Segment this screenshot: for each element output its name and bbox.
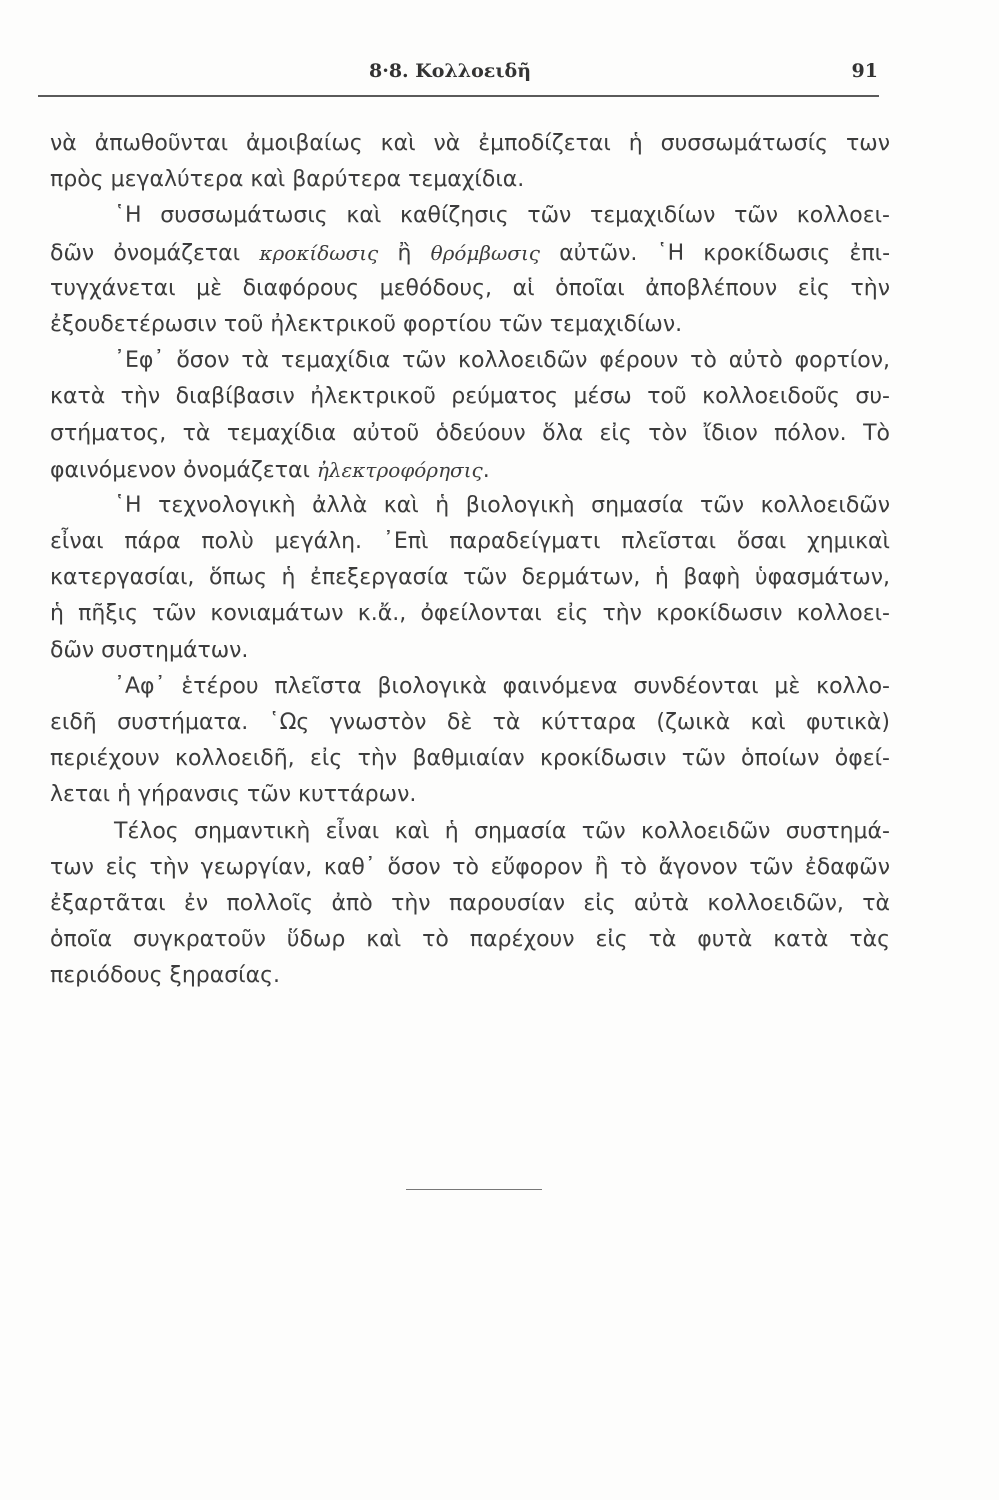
body-text (50, 126, 890, 995)
term-emphasis: ἠλεκτροφόρησις (316, 457, 483, 482)
header-rule (38, 95, 879, 97)
text-line: ὁποῖα συγκρατοῦν ὕδωρ καὶ τὸ παρέχουν εἰς τὰ φυτὰ κατὰ τὰς (50, 927, 890, 953)
paragraph-first-line: Τέλος σημαντικὴ εἶναι καὶ ἡ σημασία τῶν κολλοειδῶν συστημά- (114, 818, 890, 844)
paragraph-first-line: ῾Η συσσωμάτωσις καὶ καθίζησις τῶν τεμαχιδίων τῶν κολλοει- (114, 203, 890, 229)
text-run: ἢ (378, 240, 431, 266)
text-line: ἐξουδετέρωσιν τοῦ ἠλεκτρικοῦ φορτίου τῶν τεμαχιδίων. (50, 311, 683, 337)
text-run: δῶν ὀνομάζεται (50, 240, 260, 266)
text-line: περιόδους ξηρασίας. (50, 963, 281, 989)
text-line (50, 235, 890, 271)
text-line: δῶν συστημάτων. (50, 637, 249, 663)
text-line: στήματος, τὰ τεμαχίδια αὐτοῦ ὁδεύουν ὅλα εἰς τὸν ἴδιον πόλον. Τὸ (50, 420, 890, 446)
text-run: φαινόμενον ὀνομάζεται (50, 457, 317, 483)
text-line: περιέχουν κολλοειδῆ, εἰς τὴν βαθμιαίαν κροκίδωσιν τῶν ὁποίων ὀφεί- (50, 746, 890, 772)
text-line: λεται ἡ γήρανσις τῶν κυττάρων. (50, 782, 417, 808)
text-line: εἶναι πάρα πολὺ μεγάλη. ᾿Επὶ παραδείγματι πλεῖσται ὅσαι χημικαὶ (50, 529, 890, 555)
text-line: νὰ ἀπωθοῦνται ἀμοιβαίως καὶ νὰ ἐμποδίζεται ἡ συσσωμάτωσίς των (50, 131, 890, 156)
paragraph-first-line: ῾Η τεχνολογικὴ ἀλλὰ καὶ ἡ βιολογικὴ σημασία τῶν κολλοειδῶν (114, 492, 890, 518)
end-rule (406, 1189, 542, 1190)
text-line: κατεργασίαι, ὅπως ἡ ἐπεξεργασία τῶν δερμάτων, ἡ βαφὴ ὑφασμάτων, (50, 565, 890, 591)
text-line: πρὸς μεγαλύτερα καὶ βαρύτερα τεμαχίδια. (50, 167, 525, 193)
text-line: ειδῆ συστήματα. ῾Ως γνωστὸν δὲ τὰ κύτταρα (ζωικὰ καὶ φυτικὰ) (50, 710, 890, 735)
term-emphasis: θρόμβωσις (430, 240, 540, 265)
paragraph-first-line: ᾿Εφ᾿ ὅσον τὰ τεμαχίδια τῶν κολλοειδῶν φέρουν τὸ αὐτὸ φορτίον, (114, 348, 890, 374)
text-line: ἐξαρτᾶται ἐν πολλοῖς ἀπὸ τὴν παρουσίαν εἰς αὐτὰ κολλοειδῶν, τὰ (50, 890, 890, 916)
page-number: 91 (851, 60, 878, 82)
term-emphasis: κροκίδωσις (259, 240, 379, 265)
text-run: αὐτῶν. ῾Η κροκίδωσις ἐπι- (540, 240, 891, 266)
section-title: 8·8. Κολλοειδῆ (368, 60, 532, 82)
text-line (50, 452, 890, 488)
text-line: κατὰ τὴν διαβίβασιν ἠλεκτρικοῦ ρεύματος μέσω τοῦ κολλοειδοῦς συ- (50, 384, 890, 410)
text-line: τυγχάνεται μὲ διαφόρους μεθόδους, αἱ ὁποῖαι ἀποβλέπουν εἰς τὴν (50, 275, 890, 301)
text-line: ἡ πῆξις τῶν κονιαμάτων κ.ἄ., ὀφείλονται εἰς τὴν κροκίδωσιν κολλοει- (50, 601, 890, 627)
text-line: των εἰς τὴν γεωργίαν, καθ᾿ ὅσον τὸ εὔφορον ἢ τὸ ἄγονον τῶν ἐδαφῶν (50, 854, 890, 880)
running-head (0, 58, 999, 88)
text-run: . (482, 457, 490, 483)
paragraph-first-line: ᾿Αφ᾿ ἑτέρου πλεῖστα βιολογικὰ φαινόμενα συνδέονται μὲ κολλο- (114, 673, 890, 699)
